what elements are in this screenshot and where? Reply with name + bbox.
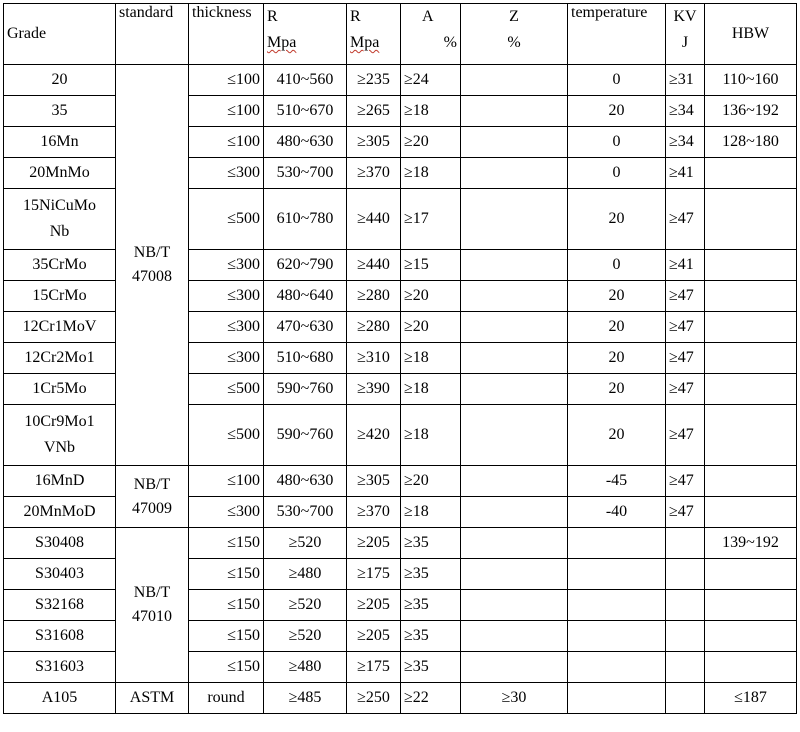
- header-row: [4, 4, 797, 65]
- grade-line-1: 10Cr9Mo1: [24, 413, 95, 430]
- cell-grade: [4, 405, 116, 466]
- cell-yield-strength: ≥390: [347, 374, 401, 405]
- cell-grade: 1Cr5Mo: [4, 374, 116, 405]
- cell-elongation: ≥18: [401, 158, 461, 189]
- cell-tensile-strength: 470~630: [264, 312, 347, 343]
- cell-yield-strength: ≥205: [347, 528, 401, 559]
- cell-temperature: 20: [568, 96, 666, 127]
- cell-temperature: [568, 528, 666, 559]
- cell-reduction-of-area: [461, 466, 568, 497]
- cell-thickness: ≤150: [189, 528, 264, 559]
- cell-grade: S30403: [4, 559, 116, 590]
- header-elongation-unit: %: [443, 34, 457, 51]
- cell-reduction-of-area: [461, 343, 568, 374]
- header-hardness: HBW: [705, 4, 797, 65]
- cell-hardness: 136~192: [705, 96, 797, 127]
- cell-thickness: ≤300: [189, 312, 264, 343]
- cell-impact-energy: ≥47: [666, 405, 705, 466]
- cell-elongation: ≥35: [401, 621, 461, 652]
- cell-standard-nbt-47008: [116, 65, 189, 466]
- cell-elongation: ≥18: [401, 497, 461, 528]
- cell-elongation: ≥18: [401, 343, 461, 374]
- cell-thickness: ≤300: [189, 343, 264, 374]
- cell-grade: A105: [4, 683, 116, 714]
- cell-temperature: 20: [568, 281, 666, 312]
- grade-line-2: Nb: [49, 223, 70, 240]
- cell-yield-strength: ≥305: [347, 127, 401, 158]
- cell-hardness: [705, 621, 797, 652]
- cell-hardness: [705, 652, 797, 683]
- header-tensile-strength-symbol: R: [267, 8, 278, 25]
- cell-yield-strength: ≥175: [347, 559, 401, 590]
- cell-impact-energy: ≥47: [666, 466, 705, 497]
- cell-elongation: ≥20: [401, 466, 461, 497]
- cell-thickness: ≤100: [189, 96, 264, 127]
- cell-grade: 35CrMo: [4, 250, 116, 281]
- cell-standard-nbt-47010: [116, 528, 189, 683]
- cell-impact-energy: [666, 590, 705, 621]
- cell-elongation: ≥35: [401, 590, 461, 621]
- cell-yield-strength: ≥175: [347, 652, 401, 683]
- cell-tensile-strength: 590~760: [264, 374, 347, 405]
- cell-hardness: [705, 497, 797, 528]
- cell-hardness: 110~160: [705, 65, 797, 96]
- cell-tensile-strength: 530~700: [264, 158, 347, 189]
- cell-temperature: 20: [568, 374, 666, 405]
- cell-tensile-strength: ≥520: [264, 528, 347, 559]
- cell-temperature: -45: [568, 466, 666, 497]
- header-reduction-of-area-unit: %: [507, 34, 521, 51]
- cell-reduction-of-area: [461, 559, 568, 590]
- cell-hardness: [705, 559, 797, 590]
- cell-elongation: ≥18: [401, 374, 461, 405]
- header-impact-energy-unit: J: [681, 34, 689, 51]
- cell-grade: 20: [4, 65, 116, 96]
- cell-impact-energy: ≥47: [666, 281, 705, 312]
- cell-hardness: 128~180: [705, 127, 797, 158]
- cell-elongation: ≥24: [401, 65, 461, 96]
- cell-temperature: 20: [568, 189, 666, 250]
- cell-tensile-strength: 480~640: [264, 281, 347, 312]
- cell-temperature: 20: [568, 405, 666, 466]
- cell-grade: 20MnMoD: [4, 497, 116, 528]
- cell-reduction-of-area: [461, 374, 568, 405]
- standard-code: NB/T: [133, 244, 171, 261]
- cell-impact-energy: ≥47: [666, 343, 705, 374]
- standard-code: NB/T: [133, 584, 171, 601]
- header-yield-strength-unit: Mpa: [350, 34, 380, 51]
- cell-tensile-strength: 610~780: [264, 189, 347, 250]
- cell-thickness: ≤500: [189, 189, 264, 250]
- cell-yield-strength: ≥265: [347, 96, 401, 127]
- cell-hardness: [705, 158, 797, 189]
- cell-hardness: [705, 374, 797, 405]
- cell-tensile-strength: 480~630: [264, 127, 347, 158]
- cell-hardness: [705, 281, 797, 312]
- cell-impact-energy: [666, 621, 705, 652]
- cell-hardness: [705, 250, 797, 281]
- cell-tensile-strength: 510~670: [264, 96, 347, 127]
- cell-standard-nbt-47009: [116, 466, 189, 528]
- cell-impact-energy: [666, 652, 705, 683]
- cell-yield-strength: ≥305: [347, 466, 401, 497]
- table-row: [4, 683, 797, 714]
- cell-grade: 12Cr2Mo1: [4, 343, 116, 374]
- cell-hardness: 139~192: [705, 528, 797, 559]
- cell-grade: 16MnD: [4, 466, 116, 497]
- cell-grade: 16Mn: [4, 127, 116, 158]
- cell-reduction-of-area: [461, 528, 568, 559]
- cell-temperature: 20: [568, 312, 666, 343]
- cell-tensile-strength: 510~680: [264, 343, 347, 374]
- cell-yield-strength: ≥370: [347, 497, 401, 528]
- header-standard: standard: [116, 4, 189, 65]
- cell-temperature: 20: [568, 343, 666, 374]
- cell-reduction-of-area: [461, 158, 568, 189]
- cell-thickness: ≤150: [189, 559, 264, 590]
- cell-standard-astm: ASTM: [116, 683, 189, 714]
- cell-reduction-of-area: [461, 497, 568, 528]
- cell-yield-strength: ≥420: [347, 405, 401, 466]
- standard-number: 47010: [132, 608, 172, 625]
- header-grade: Grade: [4, 4, 116, 65]
- standard-number: 47009: [132, 499, 172, 517]
- header-temperature: temperature: [568, 4, 666, 65]
- cell-reduction-of-area: [461, 96, 568, 127]
- cell-temperature: [568, 652, 666, 683]
- material-properties-table-wrapper: [3, 3, 797, 714]
- cell-tensile-strength: ≥480: [264, 559, 347, 590]
- cell-thickness: ≤300: [189, 281, 264, 312]
- cell-tensile-strength: ≥520: [264, 621, 347, 652]
- cell-hardness: [705, 466, 797, 497]
- cell-yield-strength: ≥440: [347, 189, 401, 250]
- cell-yield-strength: ≥205: [347, 590, 401, 621]
- cell-thickness: ≤300: [189, 497, 264, 528]
- cell-grade: S31608: [4, 621, 116, 652]
- cell-grade: S32168: [4, 590, 116, 621]
- cell-impact-energy: [666, 528, 705, 559]
- cell-elongation: ≥35: [401, 528, 461, 559]
- cell-tensile-strength: 410~560: [264, 65, 347, 96]
- cell-tensile-strength: 620~790: [264, 250, 347, 281]
- cell-temperature: [568, 590, 666, 621]
- cell-tensile-strength: ≥520: [264, 590, 347, 621]
- cell-temperature: [568, 683, 666, 714]
- cell-reduction-of-area: [461, 281, 568, 312]
- header-elongation: [401, 4, 461, 65]
- header-thickness: thickness: [189, 4, 264, 65]
- cell-thickness: round: [189, 683, 264, 714]
- cell-grade: 12Cr1MoV: [4, 312, 116, 343]
- cell-temperature: 0: [568, 65, 666, 96]
- cell-temperature: -40: [568, 497, 666, 528]
- material-properties-table: [3, 3, 797, 714]
- table-row: [4, 65, 797, 96]
- header-reduction-of-area: [461, 4, 568, 65]
- cell-elongation: ≥18: [401, 405, 461, 466]
- cell-thickness: ≤500: [189, 374, 264, 405]
- cell-impact-energy: ≥41: [666, 158, 705, 189]
- cell-temperature: 0: [568, 250, 666, 281]
- cell-impact-energy: ≥31: [666, 65, 705, 96]
- cell-thickness: ≤150: [189, 621, 264, 652]
- cell-thickness: ≤300: [189, 250, 264, 281]
- cell-grade: S31603: [4, 652, 116, 683]
- cell-impact-energy: ≥41: [666, 250, 705, 281]
- cell-reduction-of-area: [461, 621, 568, 652]
- cell-tensile-strength: ≥480: [264, 652, 347, 683]
- cell-reduction-of-area: [461, 405, 568, 466]
- cell-impact-energy: ≥34: [666, 127, 705, 158]
- cell-hardness: [705, 590, 797, 621]
- cell-tensile-strength: ≥485: [264, 683, 347, 714]
- cell-impact-energy: ≥47: [666, 374, 705, 405]
- cell-yield-strength: ≥250: [347, 683, 401, 714]
- cell-tensile-strength: 480~630: [264, 466, 347, 497]
- cell-hardness: [705, 405, 797, 466]
- cell-elongation: ≥20: [401, 127, 461, 158]
- cell-impact-energy: ≥34: [666, 96, 705, 127]
- cell-yield-strength: ≥440: [347, 250, 401, 281]
- cell-tensile-strength: 590~760: [264, 405, 347, 466]
- header-yield-strength-symbol: R: [350, 8, 361, 25]
- cell-reduction-of-area: [461, 250, 568, 281]
- cell-reduction-of-area: [461, 189, 568, 250]
- cell-reduction-of-area: [461, 312, 568, 343]
- header-tensile-strength-unit: Mpa: [267, 34, 297, 51]
- cell-impact-energy: ≥47: [666, 189, 705, 250]
- cell-hardness: [705, 312, 797, 343]
- cell-temperature: 0: [568, 127, 666, 158]
- cell-temperature: 0: [568, 158, 666, 189]
- standard-number: 47008: [132, 268, 172, 285]
- cell-elongation: ≥22: [401, 683, 461, 714]
- cell-thickness: ≤500: [189, 405, 264, 466]
- cell-impact-energy: [666, 559, 705, 590]
- cell-reduction-of-area: [461, 590, 568, 621]
- cell-thickness: ≤150: [189, 590, 264, 621]
- cell-reduction-of-area: [461, 65, 568, 96]
- header-impact-energy: [666, 4, 705, 65]
- cell-reduction-of-area: [461, 127, 568, 158]
- standard-code: NB/T: [133, 475, 171, 493]
- cell-elongation: ≥18: [401, 96, 461, 127]
- cell-yield-strength: ≥235: [347, 65, 401, 96]
- cell-grade: 20MnMo: [4, 158, 116, 189]
- grade-line-2: VNb: [43, 439, 76, 456]
- cell-elongation: ≥17: [401, 189, 461, 250]
- cell-grade: [4, 189, 116, 250]
- cell-impact-energy: ≥47: [666, 312, 705, 343]
- cell-yield-strength: ≥280: [347, 312, 401, 343]
- cell-elongation: ≥20: [401, 312, 461, 343]
- grade-line-1: 15NiCuMo: [23, 197, 96, 214]
- cell-hardness: ≤187: [705, 683, 797, 714]
- cell-elongation: ≥20: [401, 281, 461, 312]
- cell-yield-strength: ≥205: [347, 621, 401, 652]
- header-tensile-strength: [264, 4, 347, 65]
- cell-reduction-of-area: ≥30: [461, 683, 568, 714]
- cell-elongation: ≥35: [401, 652, 461, 683]
- cell-temperature: [568, 559, 666, 590]
- header-impact-energy-symbol: KV: [673, 8, 697, 25]
- cell-thickness: ≤300: [189, 158, 264, 189]
- cell-thickness: ≤150: [189, 652, 264, 683]
- cell-reduction-of-area: [461, 652, 568, 683]
- cell-temperature: [568, 621, 666, 652]
- cell-grade: 35: [4, 96, 116, 127]
- cell-yield-strength: ≥310: [347, 343, 401, 374]
- cell-impact-energy: ≥47: [666, 497, 705, 528]
- header-yield-strength: [347, 4, 401, 65]
- cell-thickness: ≤100: [189, 127, 264, 158]
- cell-yield-strength: ≥280: [347, 281, 401, 312]
- cell-yield-strength: ≥370: [347, 158, 401, 189]
- table-row: [4, 528, 797, 559]
- cell-hardness: [705, 343, 797, 374]
- cell-grade: S30408: [4, 528, 116, 559]
- cell-hardness: [705, 189, 797, 250]
- table-row: [4, 466, 797, 497]
- cell-elongation: ≥15: [401, 250, 461, 281]
- cell-impact-energy: [666, 683, 705, 714]
- cell-tensile-strength: 530~700: [264, 497, 347, 528]
- header-elongation-symbol: A: [422, 8, 434, 25]
- cell-elongation: ≥35: [401, 559, 461, 590]
- header-reduction-of-area-symbol: Z: [509, 8, 519, 25]
- cell-thickness: ≤100: [189, 65, 264, 96]
- cell-thickness: ≤100: [189, 466, 264, 497]
- cell-grade: 15CrMo: [4, 281, 116, 312]
